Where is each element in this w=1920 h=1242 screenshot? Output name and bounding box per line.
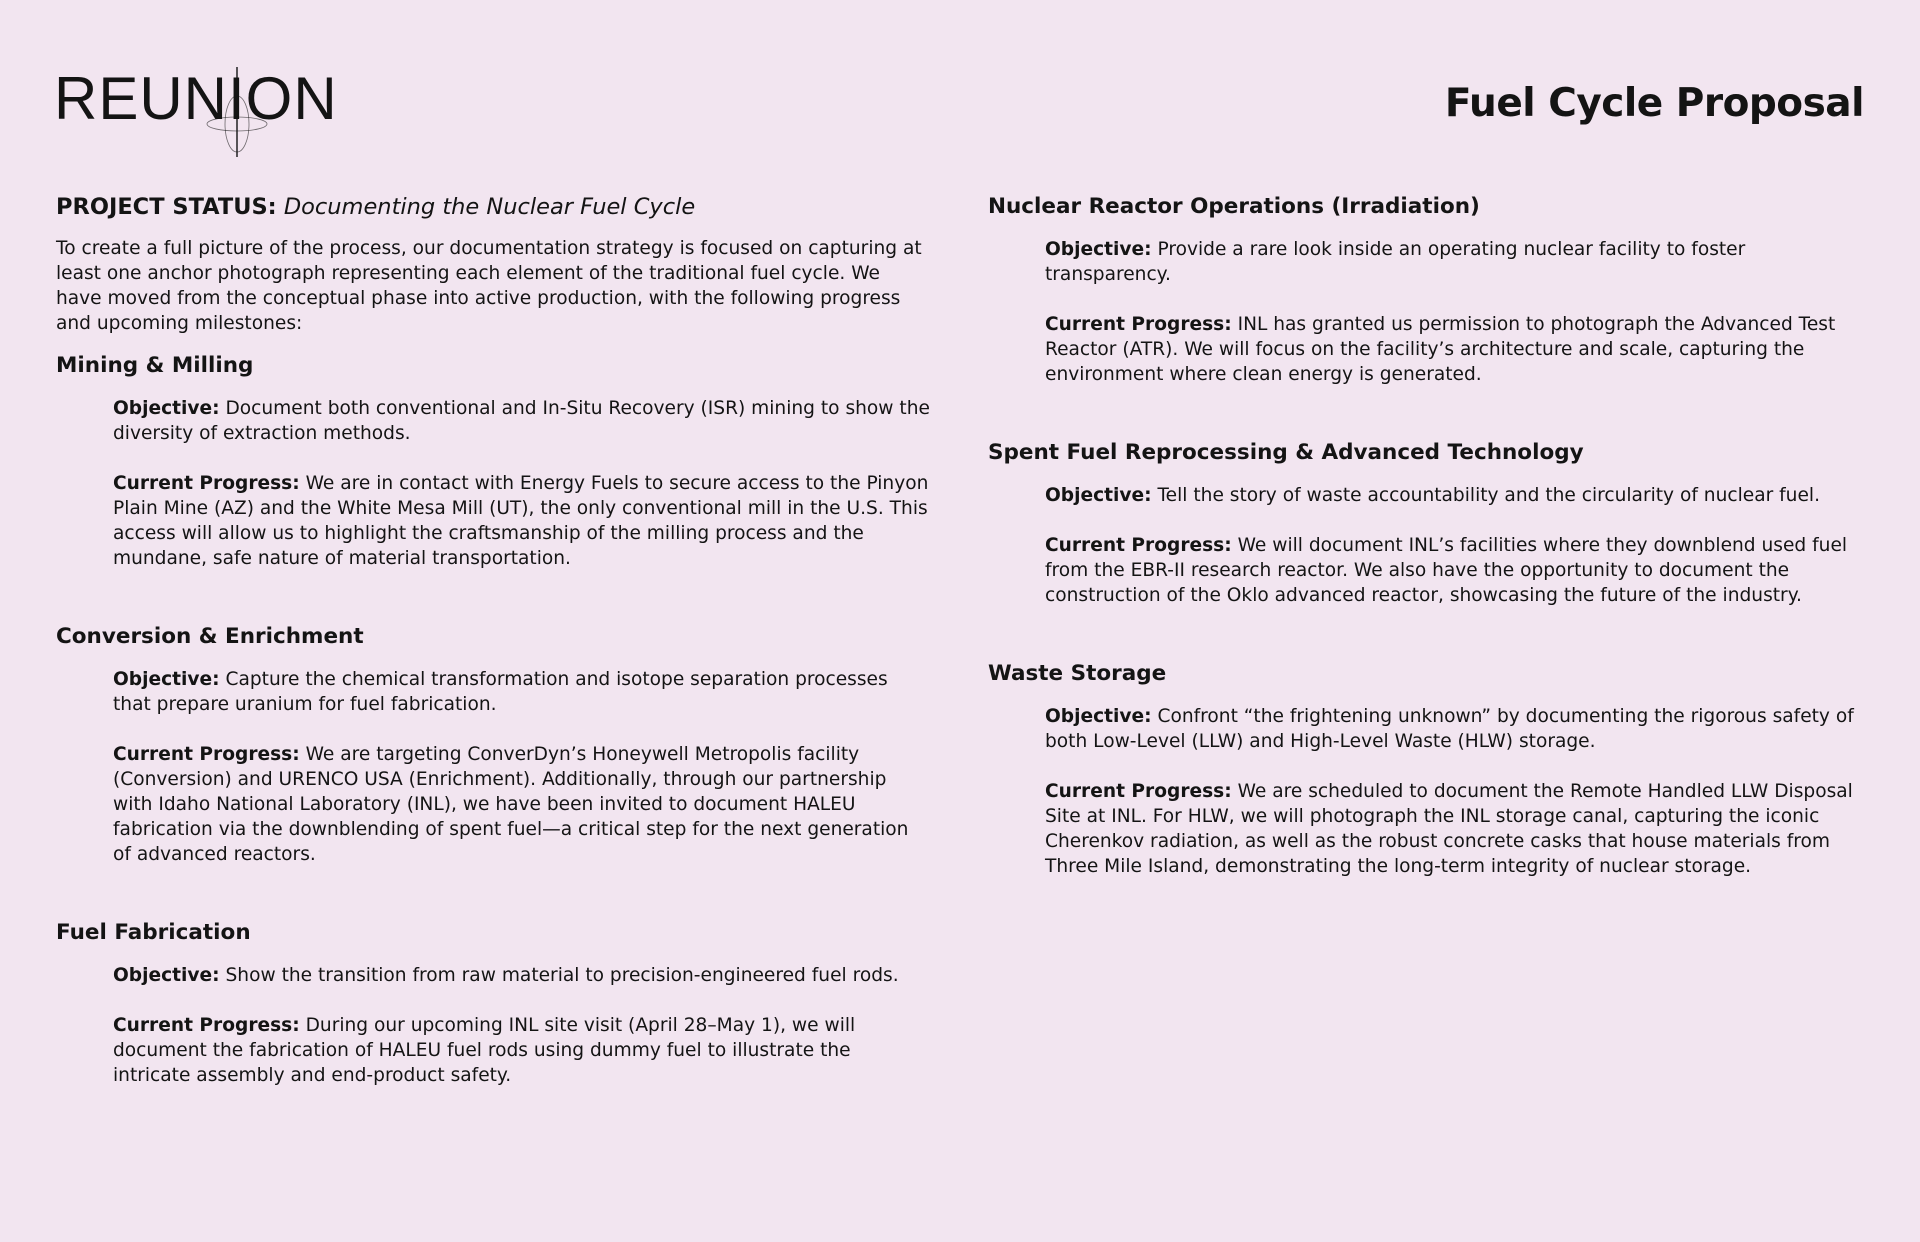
objective-text: Provide a rare look inside an operating nuclear facility to foster transparency. [1045,239,1746,285]
section-heading: Nuclear Reactor Operations (Irradiation) [988,194,1480,219]
logo-wordmark: REUNION [54,65,338,132]
section-heading: Waste Storage [988,661,1167,686]
section-mining-milling [56,350,931,571]
objective-label: Objective: [1045,706,1152,727]
current-progress [1045,312,1864,387]
progress-label: Current Progress: [113,473,300,494]
progress-label: Current Progress: [113,744,300,765]
objective-text: Capture the chemical transformation and isotope separation processes that prepare uranium for fuel fabrication. [113,669,888,715]
logo-text [54,65,338,132]
project-status-label: PROJECT STATUS: [56,194,277,220]
section-heading: Spent Fuel Reprocessing & Advanced Technology [988,440,1584,465]
section-fuel-fabrication [56,917,931,1088]
current-progress [113,742,931,867]
section-spent-fuel-reprocessing [988,437,1864,608]
section-heading: Mining & Milling [56,353,254,378]
right-column [988,191,1864,879]
objective-label: Objective: [113,398,220,419]
objective-text: Tell the story of waste accountability and the circularity of nuclear fuel. [1157,485,1820,506]
objective-label: Objective: [113,669,220,690]
progress-text: During our upcoming INL site visit (April 28–May 1), we will document the fabrication of HALEU fuel rods using dummy fuel to illustrate the intricate assembly and end-product safety. [113,1015,856,1086]
section-conversion-enrichment [56,621,931,867]
progress-text: We are scheduled to document the Remote Handled LLW Disposal Site at INL. For HLW, we will photograph the INL storage canal, capturing the iconic Cherenkov radiation, as well as the robust concrete casks that house materials from Three Mile Island, demonstrating the long-term integrity of nuclear storage. [1045,781,1853,877]
objective-text: Confront “the frightening unknown” by documenting the rigorous safety of both Low-Level (LLW) and High-Level Waste (HLW) storage. [1045,706,1854,752]
progress-text: INL has granted us permission to photograph the Advanced Test Reactor (ATR). We will focus on the facility’s architecture and scale, capturing the environment where clean energy is generated. [1045,314,1836,385]
objective-label: Objective: [113,965,220,986]
project-status-subtitle: Documenting the Nuclear Fuel Cycle [283,194,696,220]
section-heading: Fuel Fabrication [56,920,251,945]
progress-label: Current Progress: [1045,535,1232,556]
page-title: Fuel Cycle Proposal [1444,81,1864,126]
project-status [56,191,931,223]
current-progress [1045,779,1864,879]
section-reactor-operations [988,191,1864,387]
progress-text: We are targeting ConverDyn’s Honeywell Metropolis facility (Conversion) and URENCO USA (Enrichment). Additionally, through our partnership with Idaho National Laboratory (INL), we have been invited to document HALEU fabrication via the downblending of spent fuel—a critical step for the next generation of advanced reactors. [113,744,909,865]
objective-text: Document both conventional and In-Situ Recovery (ISR) mining to show the diversity of extraction methods. [113,398,930,444]
progress-text: We are in contact with Energy Fuels to secure access to the Pinyon Plain Mine (AZ) and the White Mesa Mill (UT), the only conventional mill in the U.S. This access will allow us to highlight the craftsmanship of the milling process and the mundane, safe nature of material transportation. [113,473,929,569]
objective [113,667,931,717]
current-progress [113,1013,931,1088]
objective [1045,237,1864,287]
intro-paragraph: To create a full picture of the process, our documentation strategy is focused on capturing at least one anchor photograph representing each element of the traditional fuel cycle. We have moved from the conceptual phase into active production, with the following progress and upcoming milestones: [56,238,922,334]
section-heading: Conversion & Enrichment [56,624,364,649]
progress-label: Current Progress: [1045,781,1232,802]
progress-label: Current Progress: [1045,314,1232,335]
current-progress [113,471,931,571]
logo-globe-icon [202,67,272,159]
objective [113,963,931,988]
current-progress [1045,533,1864,608]
objective [1045,704,1864,754]
objective-text: Show the transition from raw material to precision-engineered fuel rods. [225,965,899,986]
left-column [56,191,931,1088]
objective [1045,483,1864,508]
objective-label: Objective: [1045,239,1152,260]
progress-text: We will document INL’s facilities where they downblend used fuel from the EBR-II research reactor. We also have the opportunity to document the construction of the Oklo advanced reactor, showcasing the future of the industry. [1045,535,1848,606]
progress-label: Current Progress: [113,1015,300,1036]
objective [113,396,931,446]
reunion-logo [54,54,338,144]
objective-label: Objective: [1045,485,1152,506]
section-waste-storage [988,658,1864,879]
